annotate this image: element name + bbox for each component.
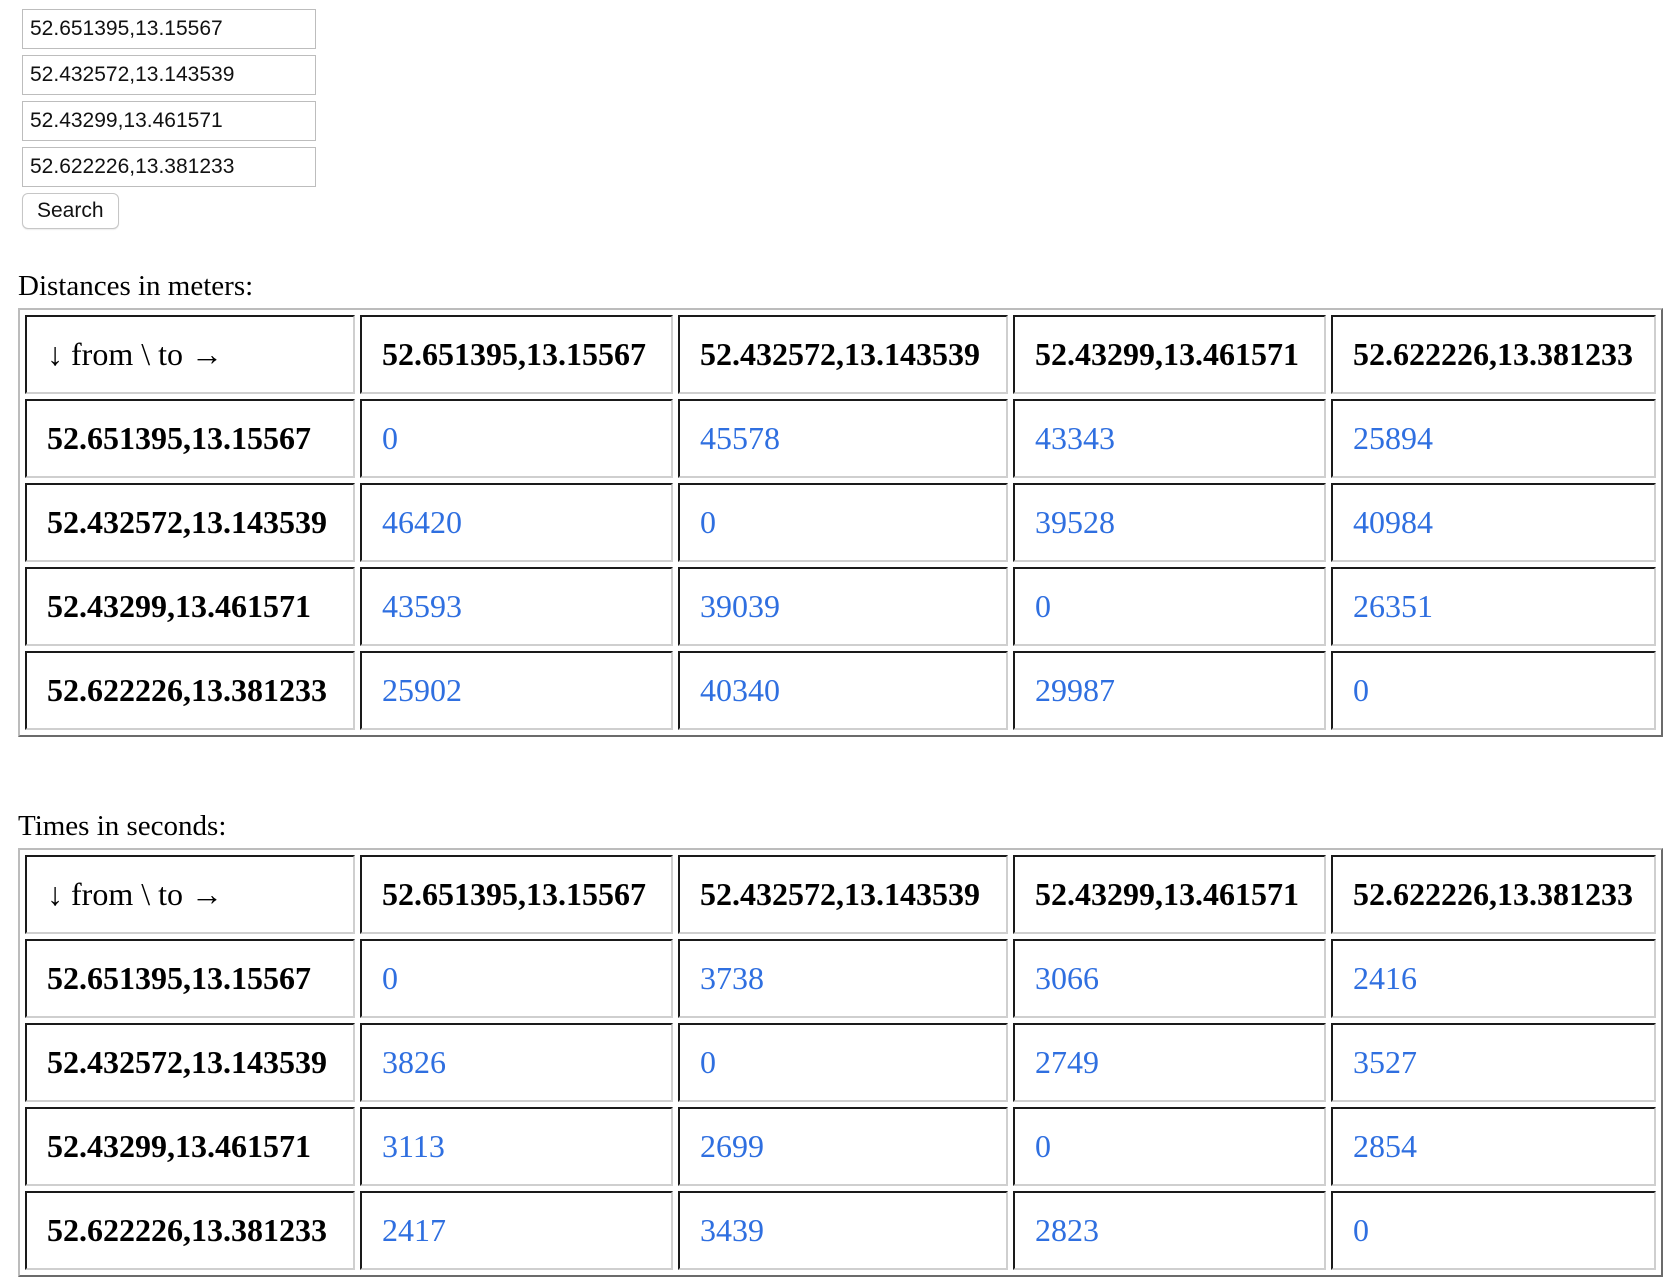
distances-section — [18, 266, 1640, 737]
distance-cell[interactable]: 29987 — [1013, 651, 1326, 730]
header-row — [25, 855, 1656, 934]
time-cell[interactable]: 3439 — [678, 1191, 1008, 1270]
table-row — [25, 567, 1656, 646]
corner-header: ↓ from \ to → — [25, 315, 355, 394]
time-cell[interactable]: 0 — [1331, 1191, 1656, 1270]
table-row — [25, 1191, 1656, 1270]
time-cell[interactable]: 2699 — [678, 1107, 1008, 1186]
time-cell[interactable]: 2854 — [1331, 1107, 1656, 1186]
times-caption: Times in seconds: — [18, 810, 227, 842]
time-cell[interactable]: 2416 — [1331, 939, 1656, 1018]
coordinate-input-2[interactable] — [22, 55, 316, 95]
row-header: 52.43299,13.461571 — [25, 1107, 355, 1186]
times-section — [18, 806, 1640, 1277]
row-header: 52.651395,13.15567 — [25, 399, 355, 478]
row-header: 52.651395,13.15567 — [25, 939, 355, 1018]
time-cell[interactable]: 2823 — [1013, 1191, 1326, 1270]
time-cell[interactable]: 3738 — [678, 939, 1008, 1018]
distance-cell[interactable]: 26351 — [1331, 567, 1656, 646]
column-header: 52.432572,13.143539 — [678, 855, 1008, 934]
corner-header: ↓ from \ to → — [25, 855, 355, 934]
time-cell[interactable]: 0 — [678, 1023, 1008, 1102]
distance-cell[interactable]: 25894 — [1331, 399, 1656, 478]
distance-cell[interactable]: 45578 — [678, 399, 1008, 478]
table-row — [25, 399, 1656, 478]
row-header: 52.432572,13.143539 — [25, 483, 355, 562]
distance-cell[interactable]: 39528 — [1013, 483, 1326, 562]
distance-cell[interactable]: 39039 — [678, 567, 1008, 646]
coordinate-input-3[interactable] — [22, 101, 316, 141]
table-row — [25, 651, 1656, 730]
row-header: 52.622226,13.381233 — [25, 651, 355, 730]
distance-cell[interactable]: 40340 — [678, 651, 1008, 730]
time-cell[interactable]: 3066 — [1013, 939, 1326, 1018]
distance-cell[interactable]: 0 — [1331, 651, 1656, 730]
distance-cell[interactable]: 0 — [1013, 567, 1326, 646]
row-header: 52.622226,13.381233 — [25, 1191, 355, 1270]
time-cell[interactable]: 3826 — [360, 1023, 673, 1102]
header-row — [25, 315, 1656, 394]
times-table — [18, 848, 1663, 1277]
column-header: 52.43299,13.461571 — [1013, 855, 1326, 934]
table-row — [25, 939, 1656, 1018]
table-row — [25, 483, 1656, 562]
distance-cell[interactable]: 0 — [360, 399, 673, 478]
column-header: 52.651395,13.15567 — [360, 855, 673, 934]
column-header: 52.622226,13.381233 — [1331, 855, 1656, 934]
distance-cell[interactable]: 46420 — [360, 483, 673, 562]
time-cell[interactable]: 0 — [1013, 1107, 1326, 1186]
coordinate-input-1[interactable] — [22, 9, 316, 49]
time-cell[interactable]: 2749 — [1013, 1023, 1326, 1102]
distances-table — [18, 308, 1663, 737]
column-header: 52.651395,13.15567 — [360, 315, 673, 394]
time-cell[interactable]: 3113 — [360, 1107, 673, 1186]
distances-caption: Distances in meters: — [18, 270, 254, 302]
distance-cell[interactable]: 40984 — [1331, 483, 1656, 562]
search-button[interactable]: Search — [22, 193, 119, 229]
distance-cell[interactable]: 25902 — [360, 651, 673, 730]
table-row — [25, 1023, 1656, 1102]
row-header: 52.43299,13.461571 — [25, 567, 355, 646]
distance-cell[interactable]: 43593 — [360, 567, 673, 646]
distance-cell[interactable]: 43343 — [1013, 399, 1326, 478]
time-cell[interactable]: 3527 — [1331, 1023, 1656, 1102]
column-header: 52.43299,13.461571 — [1013, 315, 1326, 394]
coordinate-input-4[interactable] — [22, 147, 316, 187]
row-header: 52.432572,13.143539 — [25, 1023, 355, 1102]
column-header: 52.432572,13.143539 — [678, 315, 1008, 394]
time-cell[interactable]: 2417 — [360, 1191, 673, 1270]
time-cell[interactable]: 0 — [360, 939, 673, 1018]
coordinates-form — [22, 9, 316, 229]
column-header: 52.622226,13.381233 — [1331, 315, 1656, 394]
distance-cell[interactable]: 0 — [678, 483, 1008, 562]
table-row — [25, 1107, 1656, 1186]
